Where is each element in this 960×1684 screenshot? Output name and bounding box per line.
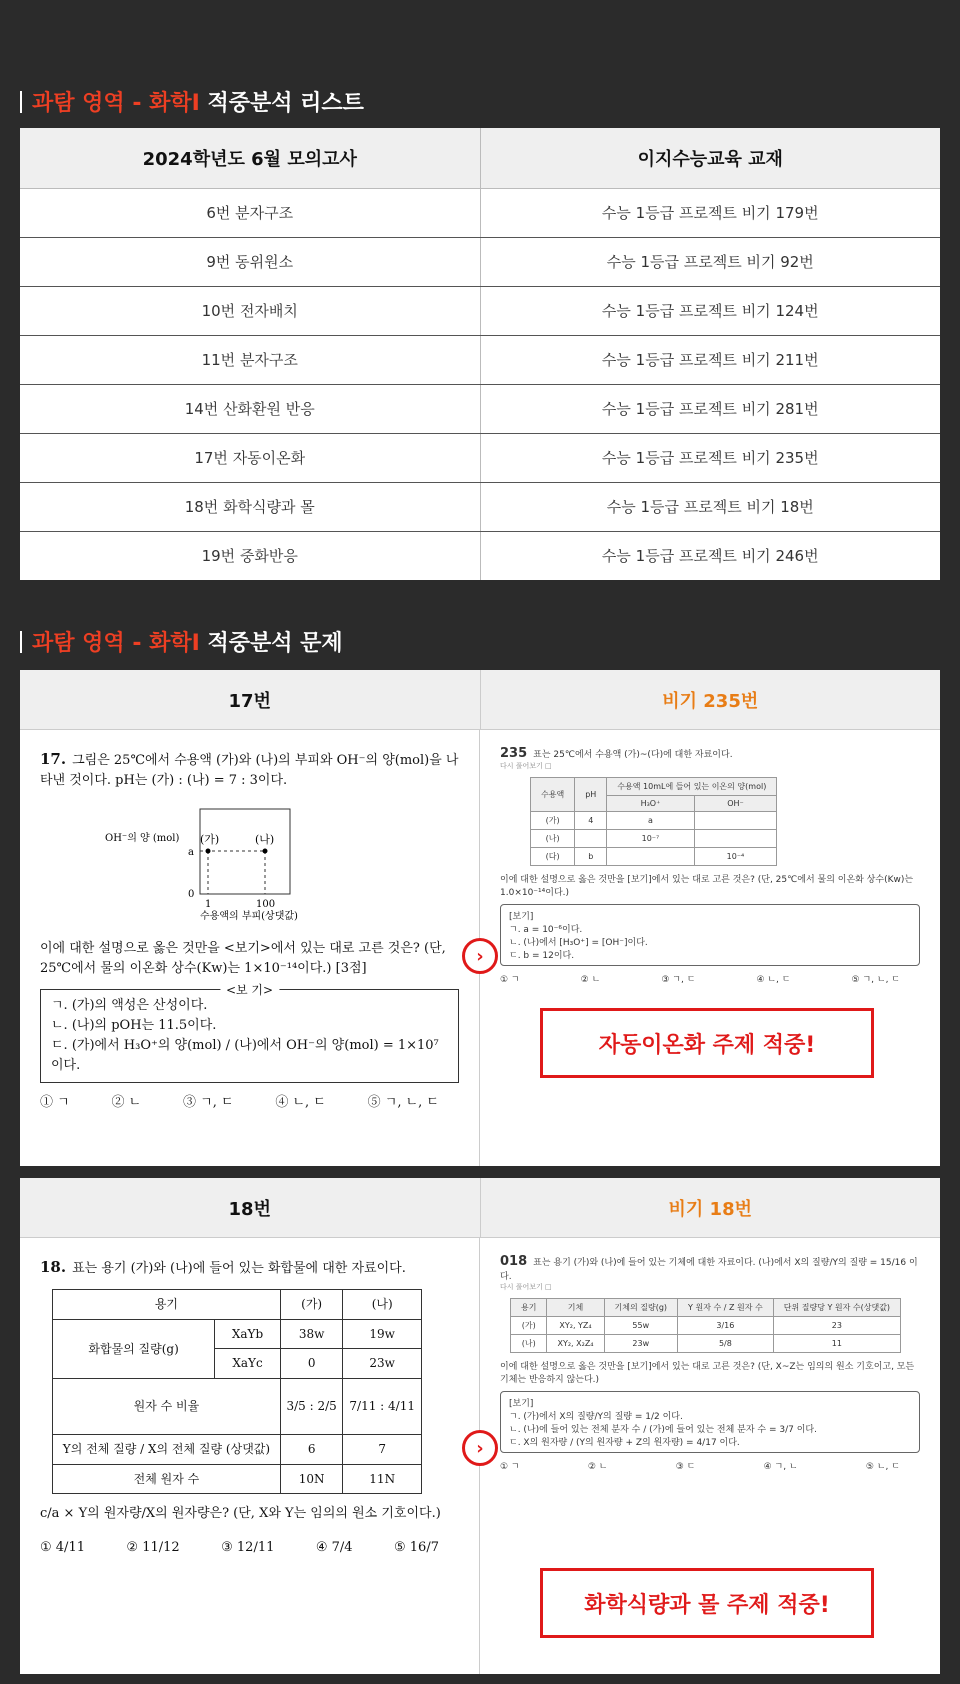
problem-section-title — [20, 626, 343, 657]
choice: ② 11/12 — [126, 1540, 180, 1556]
textbook-bogi-box — [500, 904, 920, 966]
bogi-item: ㄱ. (가)의 액성은 산성이다. — [51, 997, 208, 1013]
choice: ⑤ ㄱ, ㄴ, ㄷ — [367, 1095, 439, 1111]
textbook-cell: 수능 1등급 프로젝트 비기 92번 — [480, 237, 940, 286]
textbook-ask: 이에 대한 설명으로 옳은 것만을 [보기]에서 있는 대로 고른 것은? (단, X~Z는 임의의 원소 기호이고, 모든 기체는 반응하지 않는다.) — [500, 1362, 915, 1385]
exam-cell: 19번 중화반응 — [20, 531, 480, 580]
title-bar-decoration — [20, 91, 22, 113]
review-checkbox-label: 다시 풀어보기 □ — [500, 1283, 552, 1291]
table-row: (나) XY₂, X₂Z₄ 23w 5/8 11 — [511, 1335, 901, 1353]
bogi-item: ㄴ. (나)에 들어 있는 전체 분자 수 / (가)에 들어 있는 전체 분자 수 = 3/7 이다. — [509, 1425, 817, 1435]
textbook-ask: 이에 대한 설명으로 옳은 것만을 [보기]에서 있는 대로 고른 것은? (단, 25℃에서 물의 이온화 상수(Kw)는 1.0×10⁻¹⁴이다.) — [500, 875, 914, 898]
graph-zero-tick: 0 — [188, 889, 195, 901]
question-number: 18. — [40, 1258, 67, 1276]
column-header-exam: 2024학년도 6월 모의고사 — [20, 128, 480, 188]
ratio-pie-na: 7/11 : 4/11 — [343, 1379, 422, 1435]
graph-x100-tick: 100 — [256, 899, 276, 911]
textbook-cell: 수능 1등급 프로젝트 비기 246번 — [601, 547, 819, 566]
exam-cell: 9번 동위원소 — [20, 237, 480, 286]
title-text: 적중분석 문제 — [199, 631, 343, 656]
exam-question — [20, 730, 480, 1166]
panel-header — [20, 1178, 940, 1238]
textbook-cell: 수능 1등급 프로젝트 비기 281번 — [480, 384, 940, 433]
textbook-cell: 수능 1등급 프로젝트 비기 179번 — [480, 188, 940, 237]
textbook-question-text: 표는 25℃에서 수용액 (가)~(다)에 대한 자료이다. — [533, 750, 733, 760]
point-ga — [206, 849, 211, 854]
answer-choices — [40, 1538, 459, 1558]
answer-choices — [40, 1093, 459, 1113]
table-row: (가) XY₂, YZ₄ 55w 3/16 23 — [511, 1317, 901, 1335]
panel-header — [20, 670, 940, 730]
point-na — [263, 849, 268, 854]
bogi-item: ㄷ. b = 12이다. — [509, 951, 575, 961]
exam-cell: 10번 전자배치 — [20, 286, 480, 335]
choice: ⑤ 16/7 — [393, 1540, 439, 1556]
title-bar-decoration — [20, 631, 22, 653]
textbook-question-label: 비기 235번 — [662, 690, 759, 712]
bogi-item: ㄷ. (가)에서 H₃O⁺의 양(mol) / (나)에서 OH⁻의 양(mol) = 1×10⁷이다. — [51, 1038, 439, 1074]
table-row — [20, 482, 940, 531]
graph-label-na: (나) — [255, 833, 275, 847]
table-row — [20, 188, 940, 237]
bogi-item: ㄴ. (나)의 pOH는 11.5이다. — [51, 1017, 217, 1033]
graph-label-ga: (가) — [200, 833, 220, 847]
exam-question-label: 17번 — [20, 670, 481, 729]
table-row — [20, 286, 940, 335]
question-ask: 이에 대한 설명으로 옳은 것만을 <보기>에서 있는 대로 고른 것은? (단, 25℃에서 물의 이온화 상수(Kw)는 1×10⁻¹⁴이다.) [3점] — [40, 940, 446, 976]
hit-stamp: 화학식량과 몰 주제 적중! — [540, 1568, 874, 1638]
exam-question — [20, 1238, 480, 1674]
graph-svg — [100, 801, 400, 921]
bogi-title: [보기] — [509, 912, 534, 922]
textbook-cell: 수능 1등급 프로젝트 비기 211번 — [480, 335, 940, 384]
question-text: 표는 용기 (가)와 (나)에 들어 있는 화합물에 대한 자료이다. — [72, 1261, 406, 1276]
column-header-textbook: 이지수능교육 교재 — [480, 128, 940, 188]
textbook-question-number: 235 — [500, 746, 528, 761]
table-row: (가) 4 a — [531, 812, 777, 830]
compound-table: 용기 (가) (나) 화합물의 질량(g) XaYb 38w 19w XaYc 0 23w 원자 수 비율 3/5 : 2/5 7/11 : 4/11 Y의 전체 질량 / X의 전체 질량 (상댓값) 6 7 전체 원자 수 10N 11N — [52, 1289, 422, 1494]
graph-x-label: 수용액의 부피(상댓값) — [200, 911, 298, 922]
table-row: (나) 10⁻⁷ — [531, 830, 777, 848]
choice: ④ ㄴ, ㄷ — [275, 1095, 326, 1111]
graph-a-tick: a — [188, 847, 194, 859]
bogi-item: ㄱ. a = 10⁻⁶이다. — [509, 925, 583, 935]
bogi-item: ㄴ. (나)에서 [H₃O⁺] = [OH⁻]이다. — [509, 938, 648, 948]
textbook-question-label: 비기 18번 — [668, 1198, 752, 1220]
hit-analysis-table — [20, 128, 940, 580]
choice: ③ 12/11 — [221, 1540, 275, 1556]
table-row — [20, 237, 940, 286]
textbook-question-text: 표는 용기 (가)와 (나)에 들어 있는 기체에 대한 자료이다. (나)에서 X의 질량/Y의 질량 = 15/16 이다. — [500, 1258, 918, 1282]
exam-cell: 14번 산화환원 반응 — [20, 384, 480, 433]
textbook-question — [480, 730, 940, 1166]
bogi-item: ㄷ. X의 원자량 / (Y의 원자량 + Z의 원자량) = 4/17 이다. — [509, 1438, 740, 1448]
comparison-panel-17 — [20, 670, 940, 1166]
table-row — [20, 335, 940, 384]
bogi-title: <보 기> — [220, 981, 279, 1000]
title-highlight: 과탐 영역 - 화학I — [32, 91, 200, 116]
textbook-choices: ① ㄱ ② ㄴ ③ ㄷ ④ ㄱ, ㄴ ⑤ ㄴ, ㄷ — [500, 1462, 900, 1472]
chevron-right-icon: › — [462, 1430, 498, 1466]
review-checkbox-label: 다시 풀어보기 □ — [500, 762, 552, 770]
textbook-cell: 수능 1등급 프로젝트 비기 124번 — [480, 286, 940, 335]
exam-cell: 18번 화학식량과 몰 — [20, 482, 480, 531]
table-header: pH — [575, 778, 607, 812]
table-row — [20, 433, 940, 482]
textbook-question — [480, 1238, 940, 1674]
textbook-choices: ① ㄱ ② ㄴ ③ ㄱ, ㄷ ④ ㄴ, ㄷ ⑤ ㄱ, ㄴ, ㄷ — [500, 975, 900, 985]
title-highlight: 과탐 영역 - 화학I — [32, 631, 200, 656]
exam-question-label: 18번 — [20, 1178, 481, 1237]
table-row: (다) b 10⁻⁴ — [531, 848, 777, 866]
ratio-pie-ga: 3/5 : 2/5 — [280, 1379, 342, 1435]
textbook-data-table: 용기 기체 기체의 질량(g) Y 원자 수 / Z 원자 수 단위 질량당 Y 원자 수(상댓값) (가) XY₂, YZ₄ 55w 3/16 23 (나) XY₂, X₂Z₄ 23w 5/8 11 — [510, 1298, 901, 1353]
oh-volume-graph — [100, 801, 459, 928]
list-section-title — [20, 86, 364, 117]
exam-cell: 6번 분자구조 — [20, 188, 480, 237]
table-header: OH⁻ — [694, 796, 777, 812]
textbook-data-table — [530, 777, 777, 866]
choice: ④ 7/4 — [315, 1540, 353, 1556]
textbook-cell: 수능 1등급 프로젝트 비기 235번 — [480, 433, 940, 482]
question-text: 그림은 25℃에서 수용액 (가)와 (나)의 부피와 OH⁻의 양(mol)을 나타낸 것이다. pH는 (가) : (나) = 7 : 3이다. — [40, 753, 459, 789]
table-row — [20, 384, 940, 433]
table-header: 수용액 10mL에 들어 있는 이온의 양(mol) — [607, 778, 777, 796]
comparison-panel-18 — [20, 1178, 940, 1674]
bogi-item: ㄱ. (가)에서 X의 질량/Y의 질량 = 1/2 이다. — [509, 1412, 683, 1422]
table-header: H₃O⁺ — [607, 796, 694, 812]
title-text: 적중분석 리스트 — [199, 91, 364, 116]
choice: ① ㄱ — [40, 1095, 70, 1111]
textbook-question-number: 018 — [500, 1254, 528, 1269]
choice: ③ ㄱ, ㄷ — [183, 1095, 234, 1111]
table-row — [20, 531, 940, 580]
table-header: 수용액 — [531, 778, 575, 812]
question-number: 17. — [40, 750, 67, 768]
bogi-box — [40, 982, 459, 1084]
choice: ② ㄴ — [111, 1095, 142, 1111]
question-ask: c/a × Y의 원자량/X의 원자량은? (단, X와 Y는 임의의 원소 기호이다.) — [40, 1506, 441, 1522]
graph-x1-tick: 1 — [205, 899, 212, 911]
exam-cell: 17번 자동이온화 — [20, 433, 480, 482]
chevron-right-icon: › — [462, 938, 498, 974]
textbook-bogi-box — [500, 1391, 920, 1453]
bogi-title: [보기] — [509, 1399, 534, 1409]
textbook-cell: 수능 1등급 프로젝트 비기 18번 — [480, 482, 940, 531]
hit-stamp: 자동이온화 주제 적중! — [540, 1008, 874, 1078]
graph-y-label: OH⁻의 양 (mol) — [105, 833, 180, 845]
choice: ① 4/11 — [40, 1540, 85, 1556]
exam-cell: 11번 분자구조 — [20, 335, 480, 384]
